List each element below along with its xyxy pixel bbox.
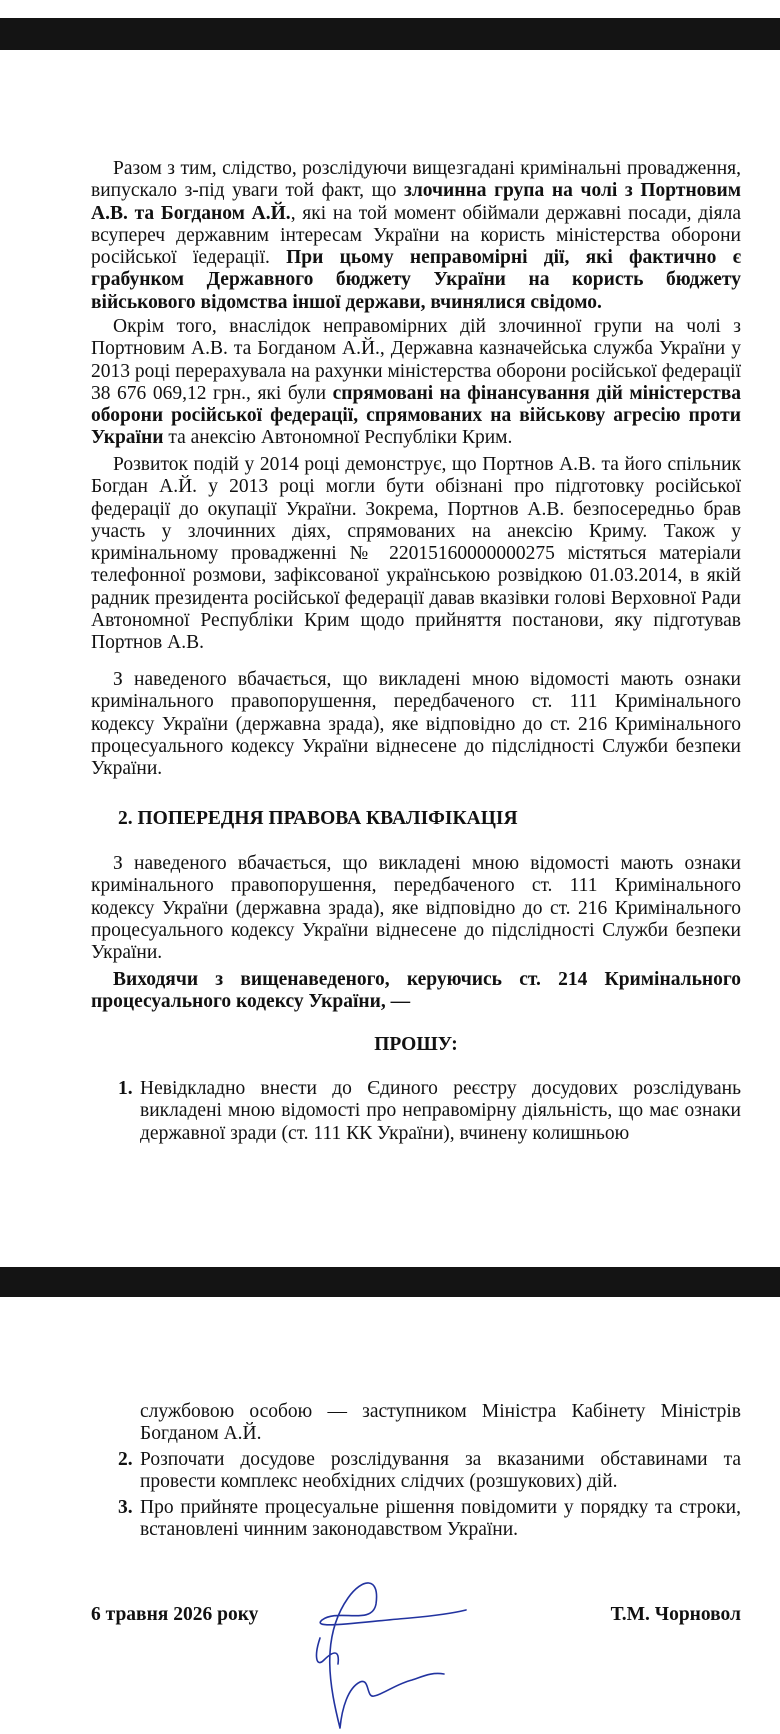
text-run: З наведеного вбачається, що викладені мною відомості мають ознаки кримінального правопорушення, передбаченого ст. 111 Кримінального кодексу України (державна зрада), яке відповідно до ст. 216 Кримінального процесуального кодексу України віднесене до підслідності Служби безпеки України. [91,669,741,780]
list-number: 3. [118,1497,133,1518]
list-number: 1. [118,1078,133,1099]
paragraph-5 [91,853,741,964]
signatory-name: Т.М. Чорновол [610,1604,741,1625]
text-run: та анексію Автономної Республіки Крим. [163,427,513,449]
text-run: Розвиток подій у 2014 році демонструє, що Портнов А.В. та його спільник Богдан А.Й. у 2013 році могли бути обізнані про підготовку російської федерації до окупації України. Зокрема, Портнов А.В. безпосередньо брав участь у злочинних діях, спрямованих на анексію Криму. Також у кримінальному провадженні № 22015160000000275 містяться матеріали телефонної розмови, зафіксованої українською розвідкою 01.03.2014, в якій радник президента російської федерації давав вказівки голові Верховної Ради Автономної Республіки Крим щодо прийняття постанови, яку підготував Портнов А.В. [91,454,741,654]
paragraph-4 [91,669,741,780]
list-item-text: службовою особою — заступником Міністра Кабінету Міністрів Богданом А.Й. [140,1401,741,1445]
document-page [91,0,741,1734]
list-item-text: Невідкладно внести до Єдиного реєстру досудових розслідувань викладені мною відомості про неправомірну діяльність, що має ознаки державної зради (ст. 111 КК України), вчинену колишньою [140,1078,741,1144]
document-date: 6 травня 2026 року [91,1604,259,1625]
bold-text-run: злочинна група на чолі з Портновим А.В. та Богданом А.Й. [91,180,741,224]
bold-text-run: спрямовані на фінансування дій міністерства оборони російської федерації, спрямованих на військову агресію проти України [91,382,741,449]
section-heading: 2. ПОПЕРЕДНЯ ПРАВОВА КВАЛІФІКАЦІЯ [118,808,518,829]
bold-text-run: Виходячи з вищенаведеного, керуючись ст. 214 Кримінального процесуального кодексу України, — [91,969,741,1013]
request-heading: ПРОШУ: [374,1034,458,1055]
paragraph-6 [91,969,741,1014]
bold-text-run: При цьому неправомірні дії, які фактично є грабунком Державного бюджету України на користь бюджету військового відомства іншої держави, вчинялися свідомо. [91,247,741,313]
paragraph-1 [91,158,741,314]
list-item-text: Про прийняте процесуальне рішення повідомити у порядку та строки, встановлені чинним законодавством України. [140,1497,741,1541]
text-run: , які на той момент обіймали державні посади, діяла всупереч державним інтересам України на користь міністерства оборони російської їедерації. [91,202,741,269]
list-number: 2. [118,1449,133,1470]
text-run: З наведеного вбачається, що викладені мною відомості мають ознаки кримінального правопорушення, передбаченого ст. 111 Кримінального кодексу України (державна зрада), яке відповідно до ст. 216 Кримінального процесуального кодексу України віднесене до підслідності Служби безпеки України. [91,853,741,964]
text-run: Разом з тим, слідство, розслідуючи вищезгадані кримінальні провадження, випускало з-під уваги той факт, що [91,158,741,202]
paragraph-3 [91,454,741,655]
list-item-text: Розпочати досудове розслідування за вказаними обставинами та провести комплекс необхідних слідчих (розшукових) дій. [140,1449,741,1493]
paragraph-2 [91,316,741,450]
text-run: Окрім того, внаслідок неправомірних дій злочинної групи на чолі з Портновим А.В. та Богданом А.Й., Державна казначейська служба України у 2013 році перерахувала на рахунки міністерства оборони російської федерації 38 676 069,12 грн., які були [91,316,741,404]
handwritten-signature [300,1568,470,1734]
